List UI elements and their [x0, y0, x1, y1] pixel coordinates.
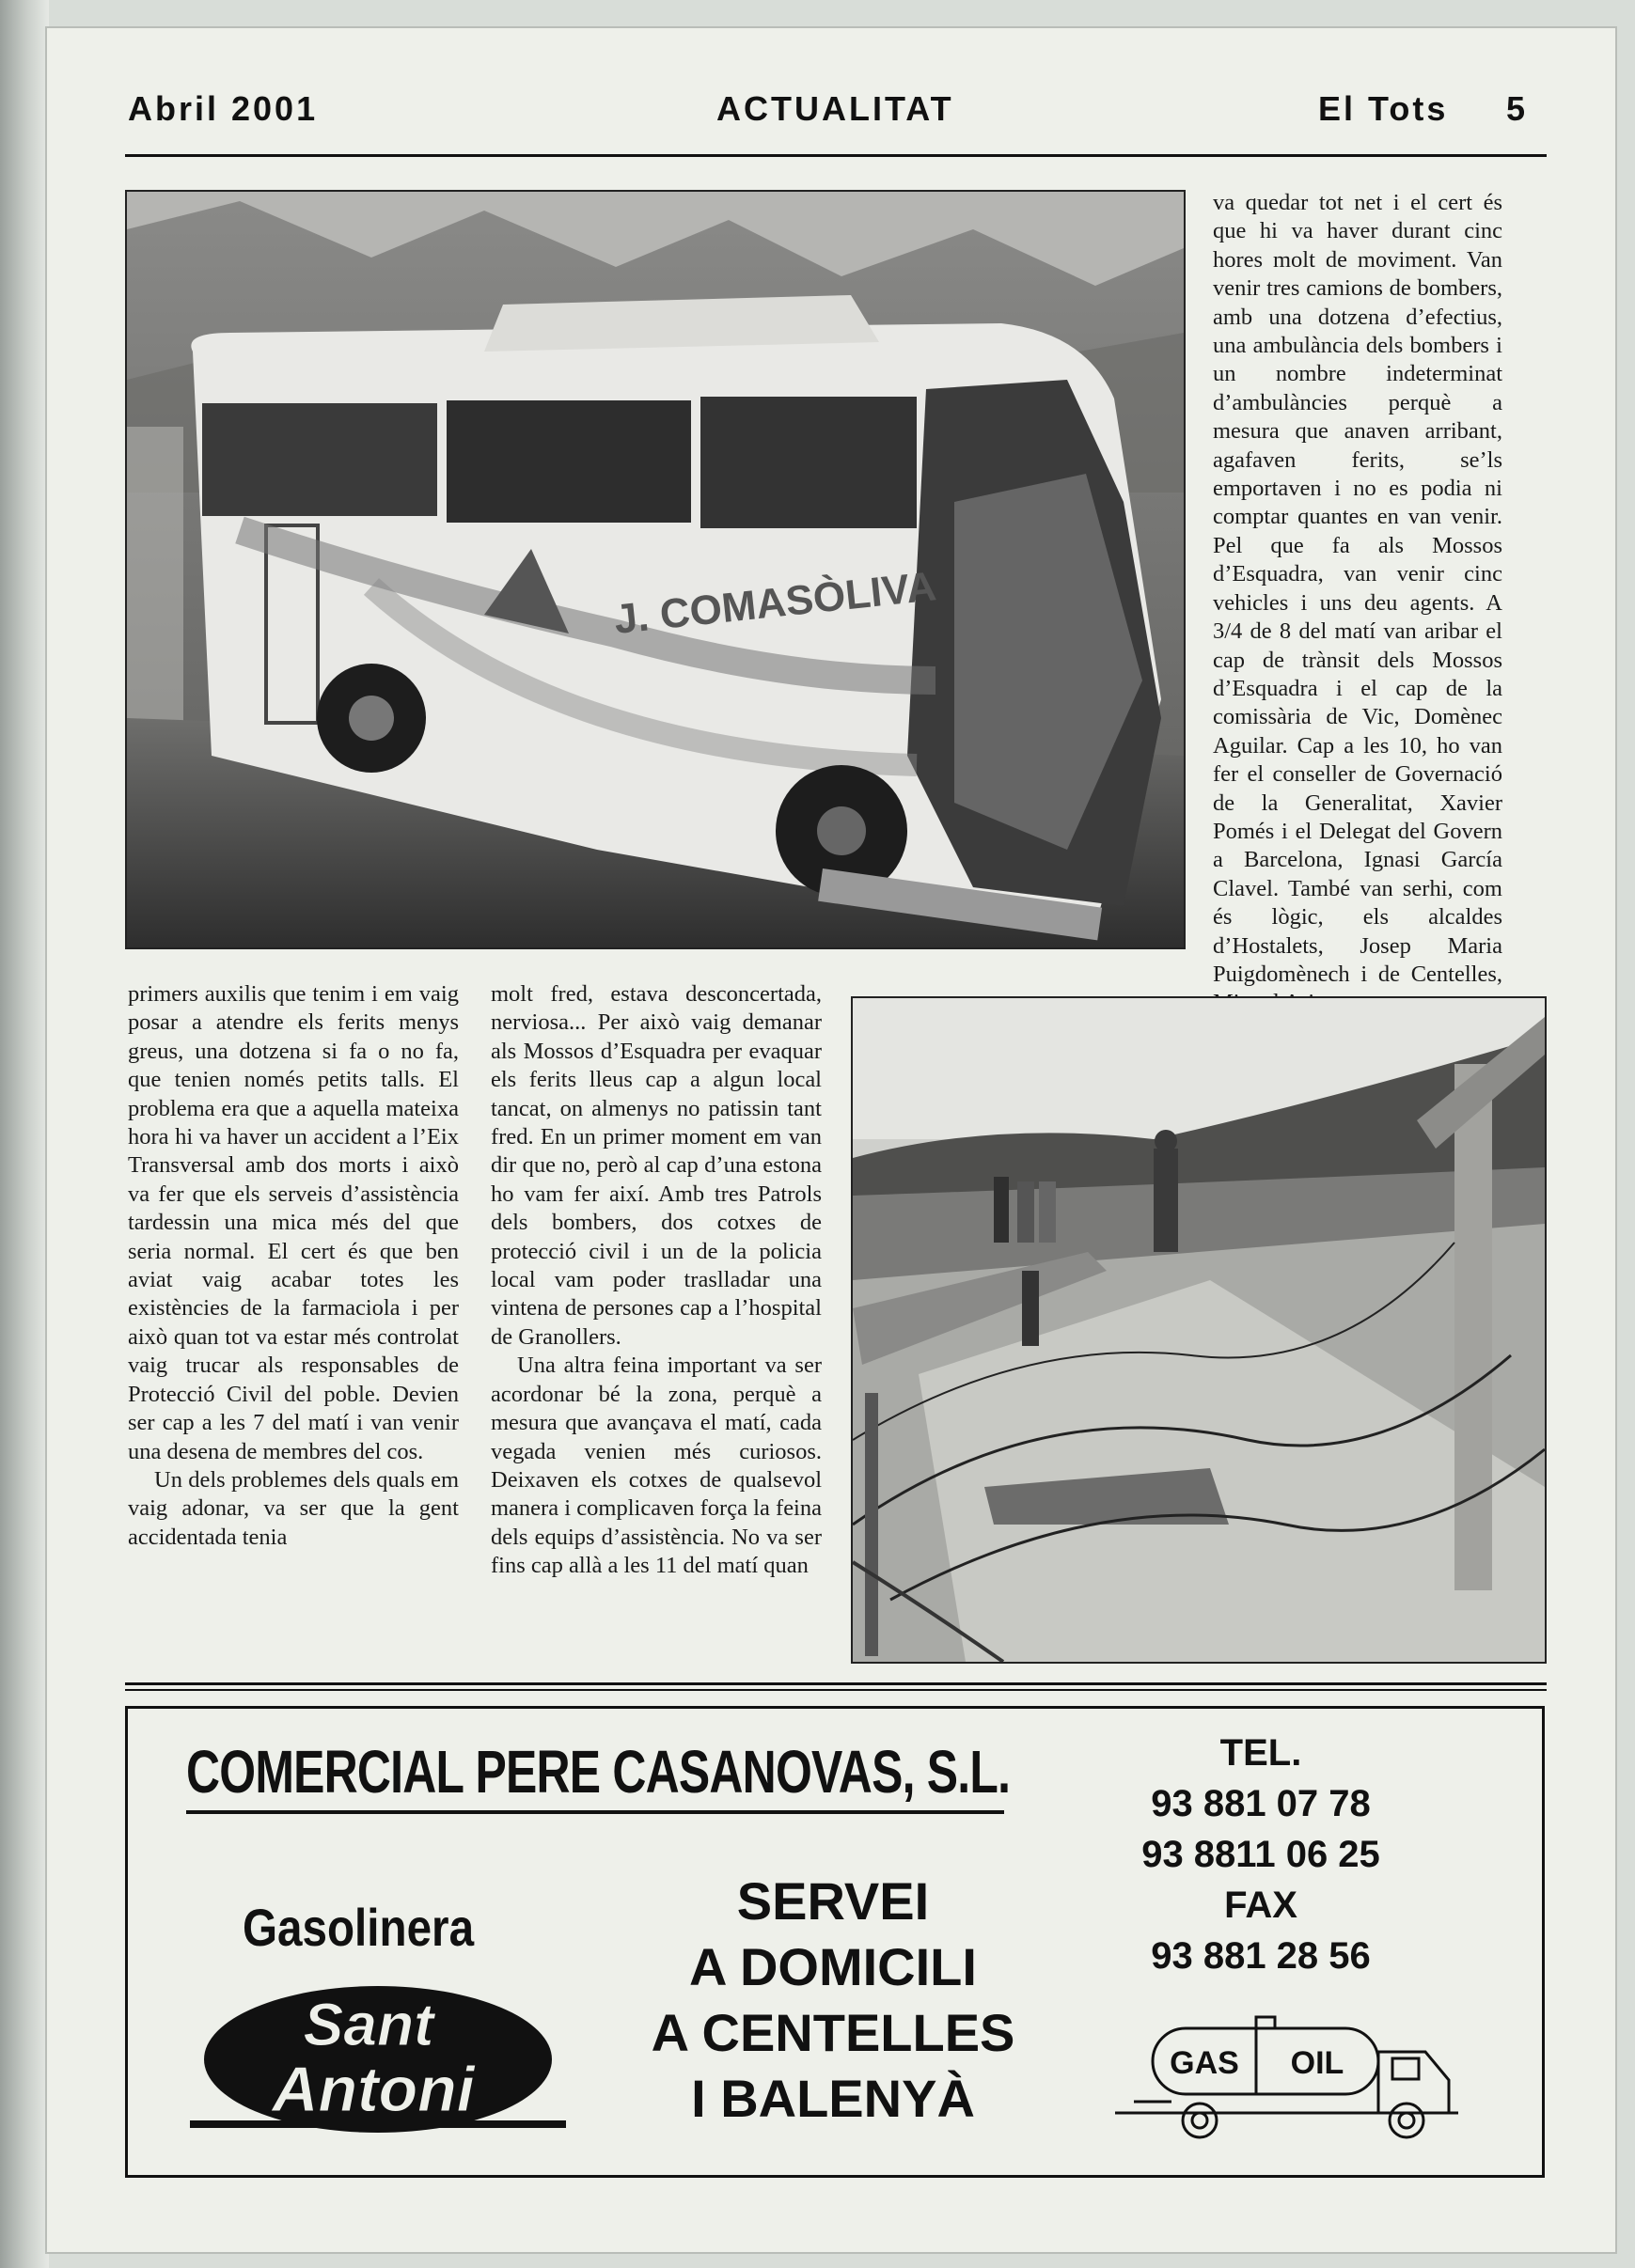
ad-company-underline — [186, 1810, 1004, 1814]
header-publication: El Tots — [1318, 89, 1449, 128]
truck-label-gas: GAS — [1170, 2045, 1239, 2081]
article-paragraph: primers auxilis que tenim i em vaig posar a atendre els ferits menys greus, una dotzena si fa o no fa, que tenien només petits talls. El problema era que a aquella mateixa hora hi va haver un accident a l’Eix Transversal amb dos morts i això va fer que els serveis d’assistència tardessin una mica més del que seria normal. El cert és que ben aviat vaig acabar totes les existències de la farmaciola i per això quan tot va estar més controlat vaig trucar als responsables de Protecció Civil del poble. Devien ser cap a les 7 del matí i van venir una desena de membres del cos. — [128, 981, 459, 1464]
ad-contact-block — [1106, 1728, 1416, 1981]
bus-lettering: J. COMASÒLIVA — [611, 563, 939, 643]
ad-company-name: COMERCIAL PERE CASANOVAS, S.L. — [186, 1738, 1011, 1806]
tanker-truck-drawing — [1115, 2000, 1472, 2151]
ad-service-line: SERVEI — [736, 1871, 930, 1931]
article-column-2 — [491, 980, 822, 1581]
ad-service-line: I BALENYÀ — [691, 2069, 975, 2128]
ad-separator-rule — [125, 1689, 1547, 1691]
ad-fax-number: 93 881 28 56 — [1151, 1935, 1371, 1977]
advertisement-box — [125, 1706, 1545, 2178]
header-rule — [125, 154, 1547, 157]
header-page-number: 5 — [1506, 89, 1529, 128]
truck-label-oil: OIL — [1290, 2045, 1344, 2081]
article-paragraph: va quedar tot net i el cert és que hi va haver durant cinc hores molt de moviment. Van venir tres camions de bombers, amb una dotzena d’efectius, una ambulància dels bombers i un nombre indeterminat d’ambulàncies perquè a mesura que anaven arribant, agafaven ferits, se’ls emportaven i no es podia ni comptar quantes en van venir. Pel que fa als Mossos d’Esquadra, van venir cinc vehicles i uns deu agents. A 3/4 de 8 del matí van aribar el cap de trànsit dels Mossos d’Esquadra i el cap de la comissària de Vic, Domènec Aguilar. Cap a les 10, ho van fer el conseller de Governació de la Generalitat, Xavier Pomés i el Delegat del Govern a Barcelona, Ignasi García Clavel. També van serhi, com és lògic, els alcaldes d’Hostalets, Josep Maria Puigdomènech i de Centelles, — [1213, 190, 1502, 987]
header-date: Abril 2001 — [128, 89, 319, 128]
photo-crashed-bus — [125, 190, 1186, 949]
photo-accident-site — [851, 996, 1547, 1664]
sant-antoni-logo — [181, 1970, 575, 2149]
ad-fax-label: FAX — [1224, 1885, 1297, 1926]
ad-phone-1: 93 881 07 78 — [1151, 1783, 1371, 1824]
header-section: ACTUALITAT — [716, 89, 954, 128]
ad-tel-label: TEL. — [1219, 1732, 1302, 1774]
sant-antoni-logo-graphic — [181, 1970, 575, 2149]
article-paragraph: Un dels problemes dels quals em vaig adonar, va ser que la gent accidentada tenia — [128, 1466, 459, 1550]
ad-service-line: A CENTELLES — [651, 2003, 1015, 2062]
ad-gasolinera: Gasolinera — [243, 1898, 475, 1957]
article-paragraph: Una altra feina important va ser acordonar bé la zona, perquè a mesura que avançava el matí, cada vegada venien més curiosos. Deixaven els cotxes de qualsevol manera i complicaven força la feina dels equips d’assistència. No va ser fins cap allà a les 11 del matí quan — [491, 1353, 822, 1579]
logo-word-antoni: Antoni — [272, 2054, 475, 2125]
bus-photo-drawing — [127, 192, 1184, 947]
accident-site-drawing — [853, 998, 1545, 1662]
tanker-truck-icon — [1115, 2000, 1472, 2151]
binding-spine — [0, 0, 49, 2268]
ad-separator-rule — [125, 1682, 1547, 1685]
article-column-1 — [128, 980, 459, 1552]
article-paragraph: molt fred, estava desconcertada, nerviosa... Per això vaig demanar als Mossos d’Esquadra per evaquar els ferits lleus cap a algun local tancat, on almenys no patissin tant fred. En un primer moment em van dir que no, però al cap d’una estona ho vam fer així. Amb tres Patrols dels bombers, dos cotxes de protecció civil i un de la policia local vam poder traslladar una vintena de persones cap a l’hospital de Granollers. — [491, 981, 822, 1350]
ad-service-line: A DOMICILI — [689, 1937, 977, 1996]
ad-phone-2: 93 8811 06 25 — [1141, 1834, 1380, 1875]
ad-service-block — [636, 1869, 1030, 2132]
logo-word-sant: Sant — [303, 1991, 434, 2058]
article-column-top-right — [1213, 189, 1502, 1018]
